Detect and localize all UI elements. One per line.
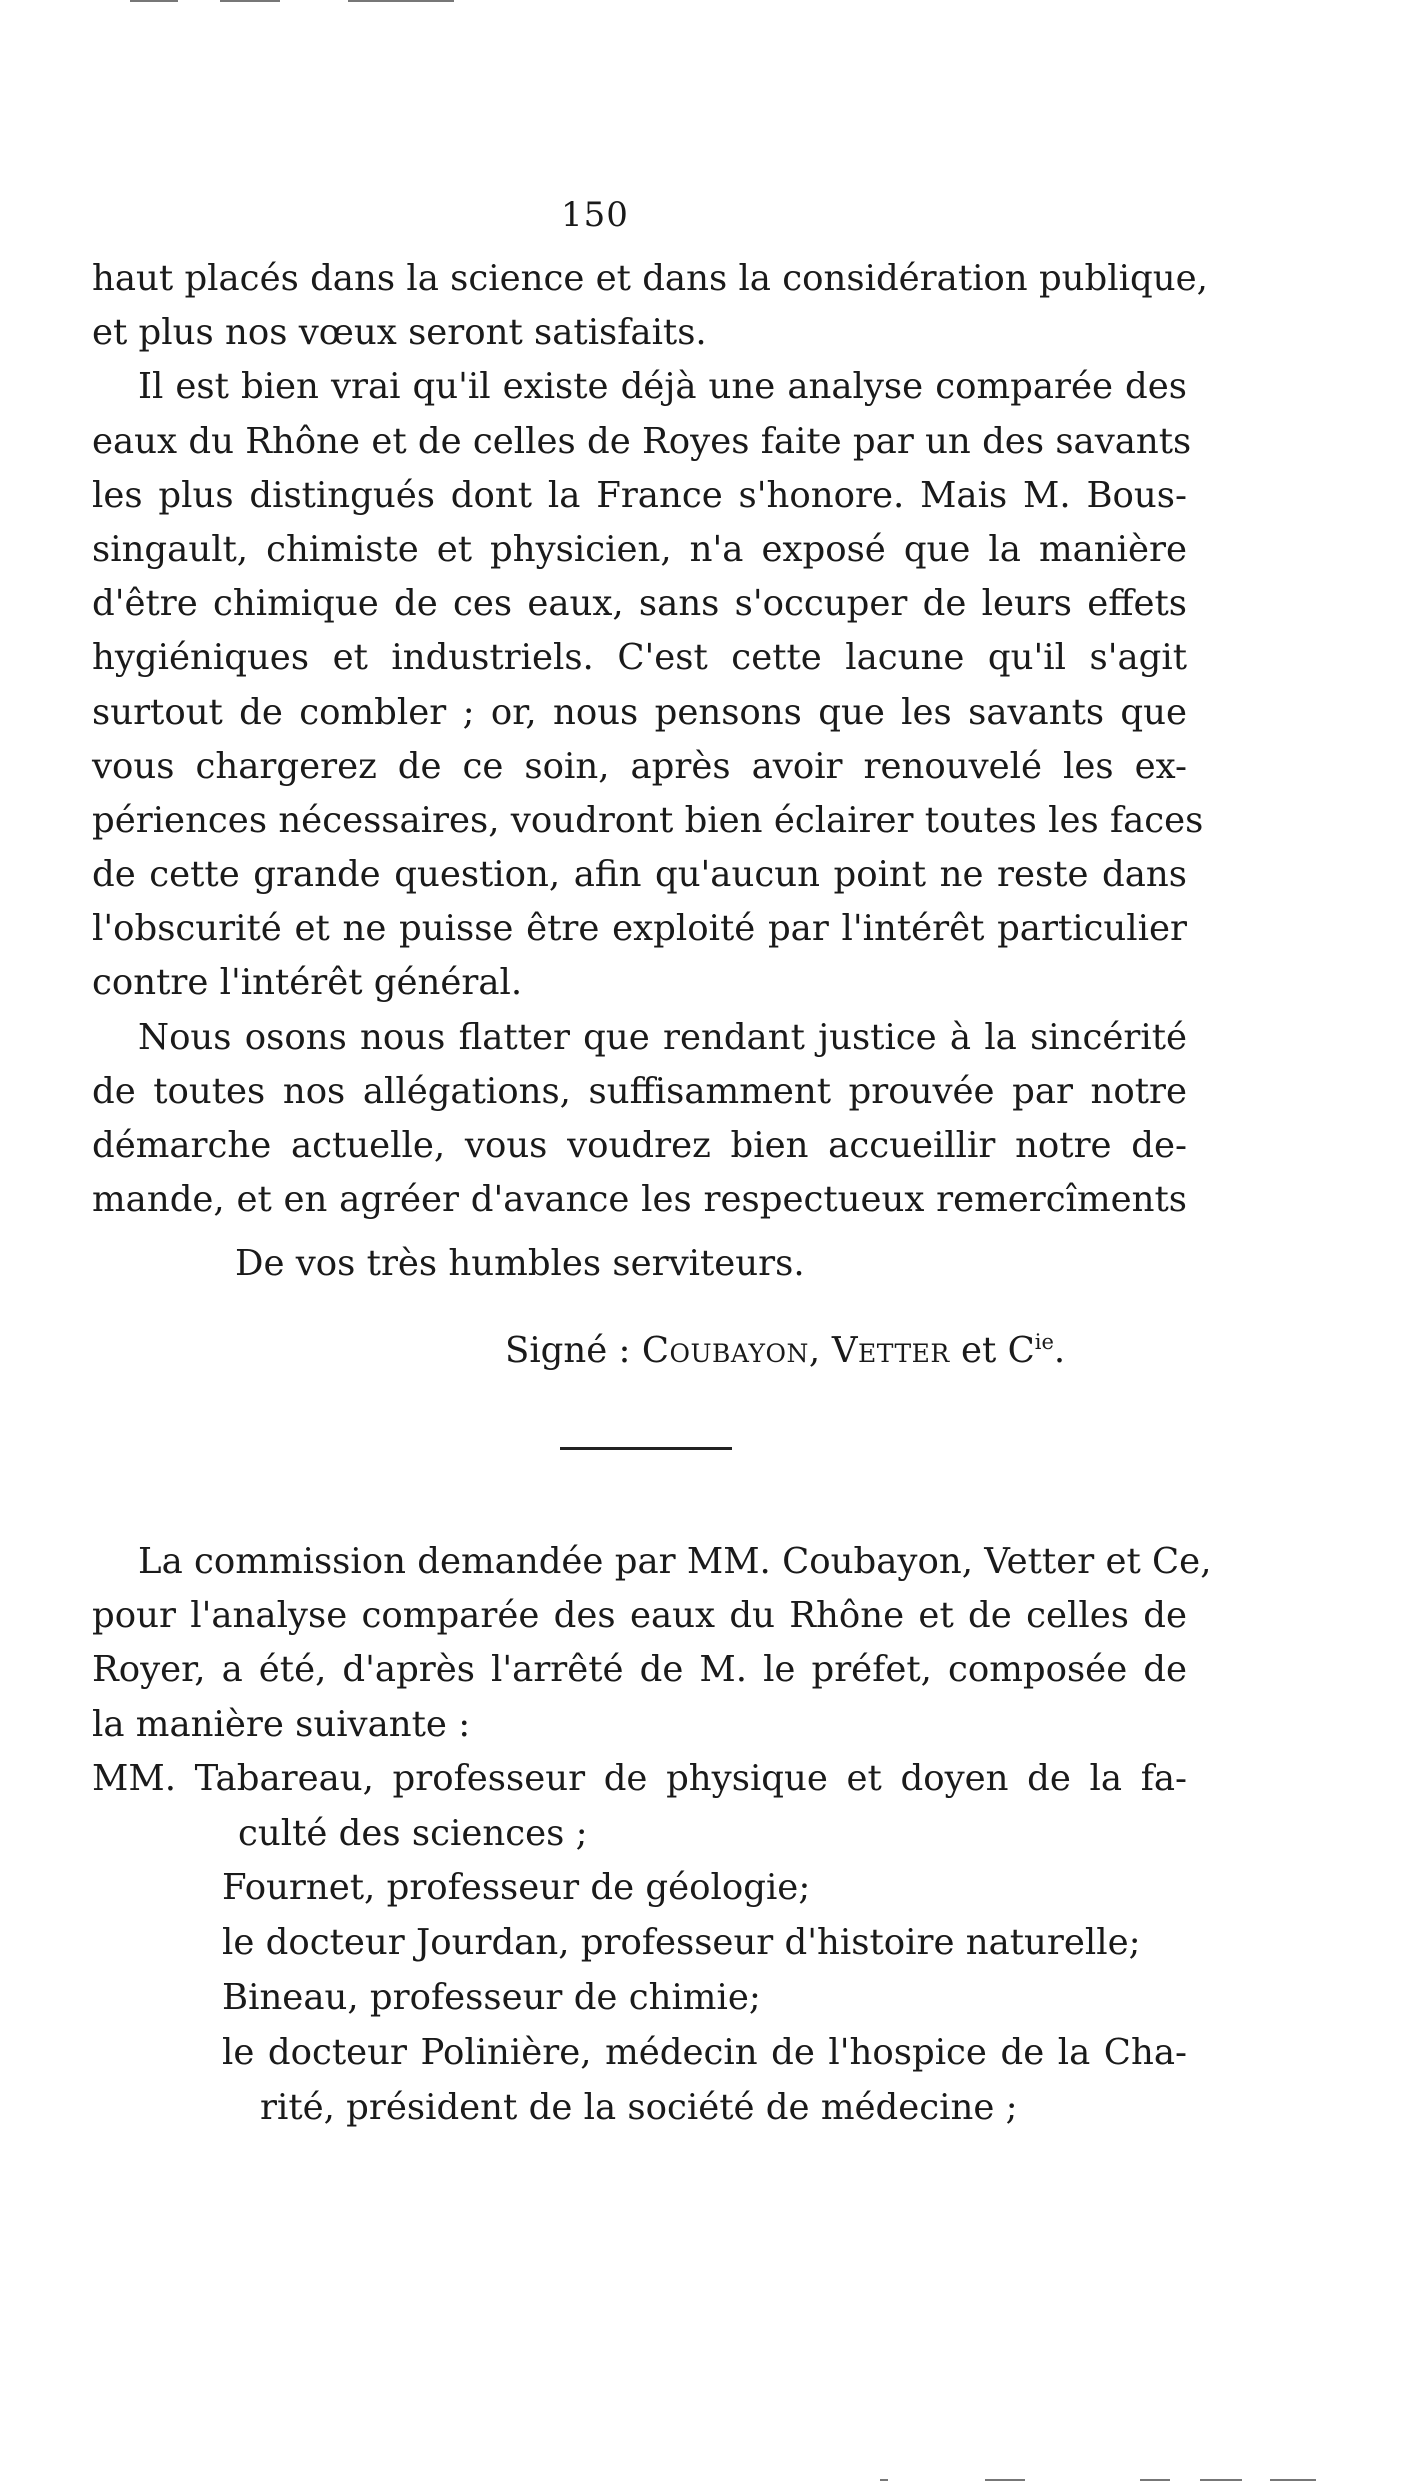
text-line: démarche actuelle, vous voudrez bien accueillir notre de- [92,1125,1187,1166]
text-line: de cette grande question, afin qu'aucun point ne reste dans [92,854,1187,896]
member-fournet: Fournet, professeur de géologie; [222,1867,811,1909]
text-line: la manière suivante : [92,1703,471,1745]
signatory-vetter: Vetter [831,1330,950,1371]
signature-line [505,1330,1065,1371]
signature-prefix: Signé : [505,1330,631,1371]
text-line: les plus distingués dont la France s'honore. Mais M. Bous- [92,474,1187,516]
text-line: singault, chimiste et physicien, n'a exposé que la manière [92,528,1187,570]
signatory-company: $C^{ie}$. [1007,1330,1066,1371]
text-line: contre l'intérêt général. [92,962,523,1004]
member-tabareau: MM. Tabareau, professeur de physique et doyen de la fa- [92,1757,1187,1799]
member-bineau: Bineau, professeur de chimie; [222,1976,761,2018]
text-line: l'obscurité et ne puisse être exploité par l'intérêt particulier [92,908,1187,950]
text-line: mande, et en agréer d'avance les respectueux remercîments [92,1179,1187,1221]
text-line: de toutes nos allégations, suffisamment prouvée par notre [92,1070,1187,1112]
section-divider [560,1447,732,1450]
bottom-scan-marks [850,2479,1350,2485]
text-line: d'être chimique de ces eaux, sans s'occuper de leurs effets [92,583,1187,625]
text-line: haut placés dans la science et dans la considération publique, [92,258,1208,299]
text-line: Il est bien vrai qu'il existe déjà une analyse comparée des [138,366,1187,408]
member-tabareau-cont: culté des sciences ; [238,1812,588,1854]
top-scan-marks [130,0,460,4]
closing-formula: De vos très humbles serviteurs. [235,1243,805,1284]
member-jourdan: le docteur Jourdan, professeur d'histoire naturelle; [222,1922,1141,1964]
text-line: vous chargerez de ce soin, après avoir renouvelé les ex- [92,745,1187,787]
letter-body [92,252,1208,1227]
member-poliniere-cont: rité, président de la société de médecine ; [260,2086,1018,2128]
signature-conjunction: et [961,1330,997,1371]
commission-section [92,1535,1212,2135]
text-line: La commission demandée par MM. Coubayon, Vetter et Ce, [138,1541,1212,1582]
text-line: périences nécessaires, voudront bien éclairer toutes les faces [92,799,1204,841]
text-line: pour l'analyse comparée des eaux du Rhône et de celles de [92,1595,1187,1637]
text-line: eaux du Rhône et de celles de Royes faite par un des savants [92,420,1192,462]
member-poliniere: le docteur Polinière, médecin de l'hospice de la Cha- [222,2031,1187,2073]
text-line: Royer, a été, d'après l'arrêté de M. le préfet, composée de [92,1649,1187,1691]
page-number: 150 [561,195,629,235]
text-line: hygiéniques et industriels. C'est cette lacune qu'il s'agit [92,637,1187,679]
text-line: et plus nos vœux seront satisfaits. [92,312,707,354]
text-line: surtout de combler ; or, nous pensons que les savants que [92,691,1187,733]
text-line: Nous osons nous flatter que rendant justice à la sincérité [138,1016,1187,1058]
signatory-coubayon: Coubayon, [641,1330,821,1371]
